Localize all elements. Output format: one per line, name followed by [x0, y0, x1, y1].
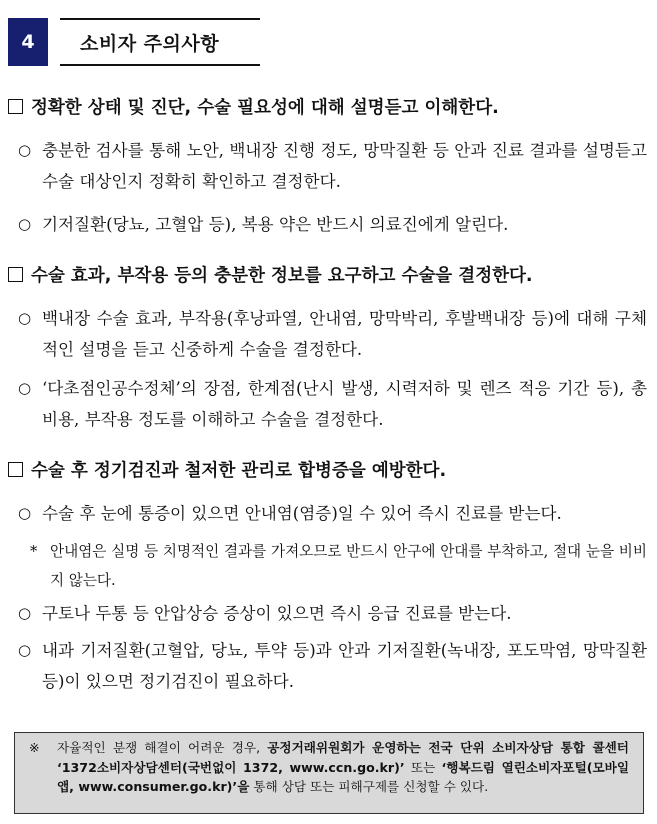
consumer-center-info: 공정거래위원회가 운영하는 전국 단위 소비자상담 통합 콜센터 ‘1372소비자상담센터(국번없이 1372, www.ccn.go.kr)’ [57, 740, 629, 775]
square-icon [8, 267, 23, 282]
list-item [18, 498, 647, 529]
square-icon [8, 462, 23, 477]
subsection-heading-text: 정확한 상태 및 진단, 수술 필요성에 대해 설명듣고 이해한다. [31, 98, 499, 118]
circle-bullet-icon: ○ [18, 309, 32, 327]
section-number-badge: 4 [8, 18, 48, 66]
circle-bullet-icon: ○ [18, 141, 32, 159]
circle-bullet-icon: ○ [18, 215, 32, 233]
list-item [18, 135, 647, 197]
circle-bullet-icon: ○ [18, 504, 32, 522]
section-title: 소비자 주의사항 [80, 32, 220, 55]
list-item-text: 수술 후 눈에 통증이 있으면 안내염(염증)일 수 있어 즉시 진료를 받는다. [42, 504, 562, 523]
notice-text-part: 통해 상담 또는 피해구제를 신청할 수 있다. [253, 779, 489, 794]
list-item [18, 373, 647, 435]
list-item-text: 백내장 수술 효과, 부작용(후낭파열, 안내염, 망막박리, 후발백내장 등)에 대해 구체적인 설명을 듣고 신중하게 수술을 결정한다. [42, 309, 647, 359]
consumer-portal-info: ‘행복드림 열린소비자포털(모바일앱, www.consumer.go.kr)’을 [57, 759, 629, 794]
note-item [30, 537, 647, 595]
list-item-text: 충분한 검사를 통해 노안, 백내장 진행 정도, 망막질환 등 안과 진료 결과를 설명듣고 수술 대상인지 정확히 확인하고 결정한다. [42, 141, 647, 191]
list-item [18, 598, 647, 629]
list-item-text: 내과 기저질환(고혈압, 당뇨, 투약 등)과 안과 기저질환(녹내장, 포도막염, 망막질환 등)이 있으면 정기검진이 필요하다. [42, 641, 647, 691]
notice-text-part: 자율적인 분쟁 해결이 어려운 경우, [57, 740, 261, 755]
section-title-box [60, 18, 260, 66]
list-item [18, 209, 647, 240]
subsection-heading-3 [8, 457, 446, 482]
subsection-heading-2 [8, 262, 533, 287]
subsection-heading-1 [8, 94, 499, 119]
asterisk-icon: * [30, 543, 38, 560]
circle-bullet-icon: ○ [18, 604, 32, 622]
consumer-help-notice [14, 732, 644, 814]
list-item-text: ‘다초점인공수정체’의 장점, 한계점(난시 발생, 시력저하 및 렌즈 적응 기간 등), 총 비용, 부작용 정도를 이해하고 수술을 결정한다. [42, 379, 647, 429]
subsection-heading-text: 수술 효과, 부작용 등의 충분한 정보를 요구하고 수술을 결정한다. [31, 266, 533, 286]
circle-bullet-icon: ○ [18, 379, 32, 397]
subsection-heading-text: 수술 후 정기검진과 철저한 관리로 합병증을 예방한다. [31, 461, 447, 481]
notice-text-part: 또는 [410, 759, 436, 775]
list-item-text: 기저질환(당뇨, 고혈압 등), 복용 약은 반드시 의료진에게 알린다. [42, 215, 509, 234]
list-item-text: 구토나 두통 등 안압상승 증상이 있으면 즉시 응급 진료를 받는다. [42, 604, 512, 623]
reference-mark-icon: ※ [29, 740, 40, 755]
note-text: 안내염은 실명 등 치명적인 결과를 가져오므로 반드시 안구에 안대를 부착하고, 절대 눈을 비비지 않는다. [50, 543, 647, 589]
circle-bullet-icon: ○ [18, 641, 32, 659]
notice-text [29, 738, 629, 797]
list-item [18, 303, 647, 365]
section-header [8, 18, 260, 66]
list-item [18, 635, 647, 697]
square-icon [8, 99, 23, 114]
